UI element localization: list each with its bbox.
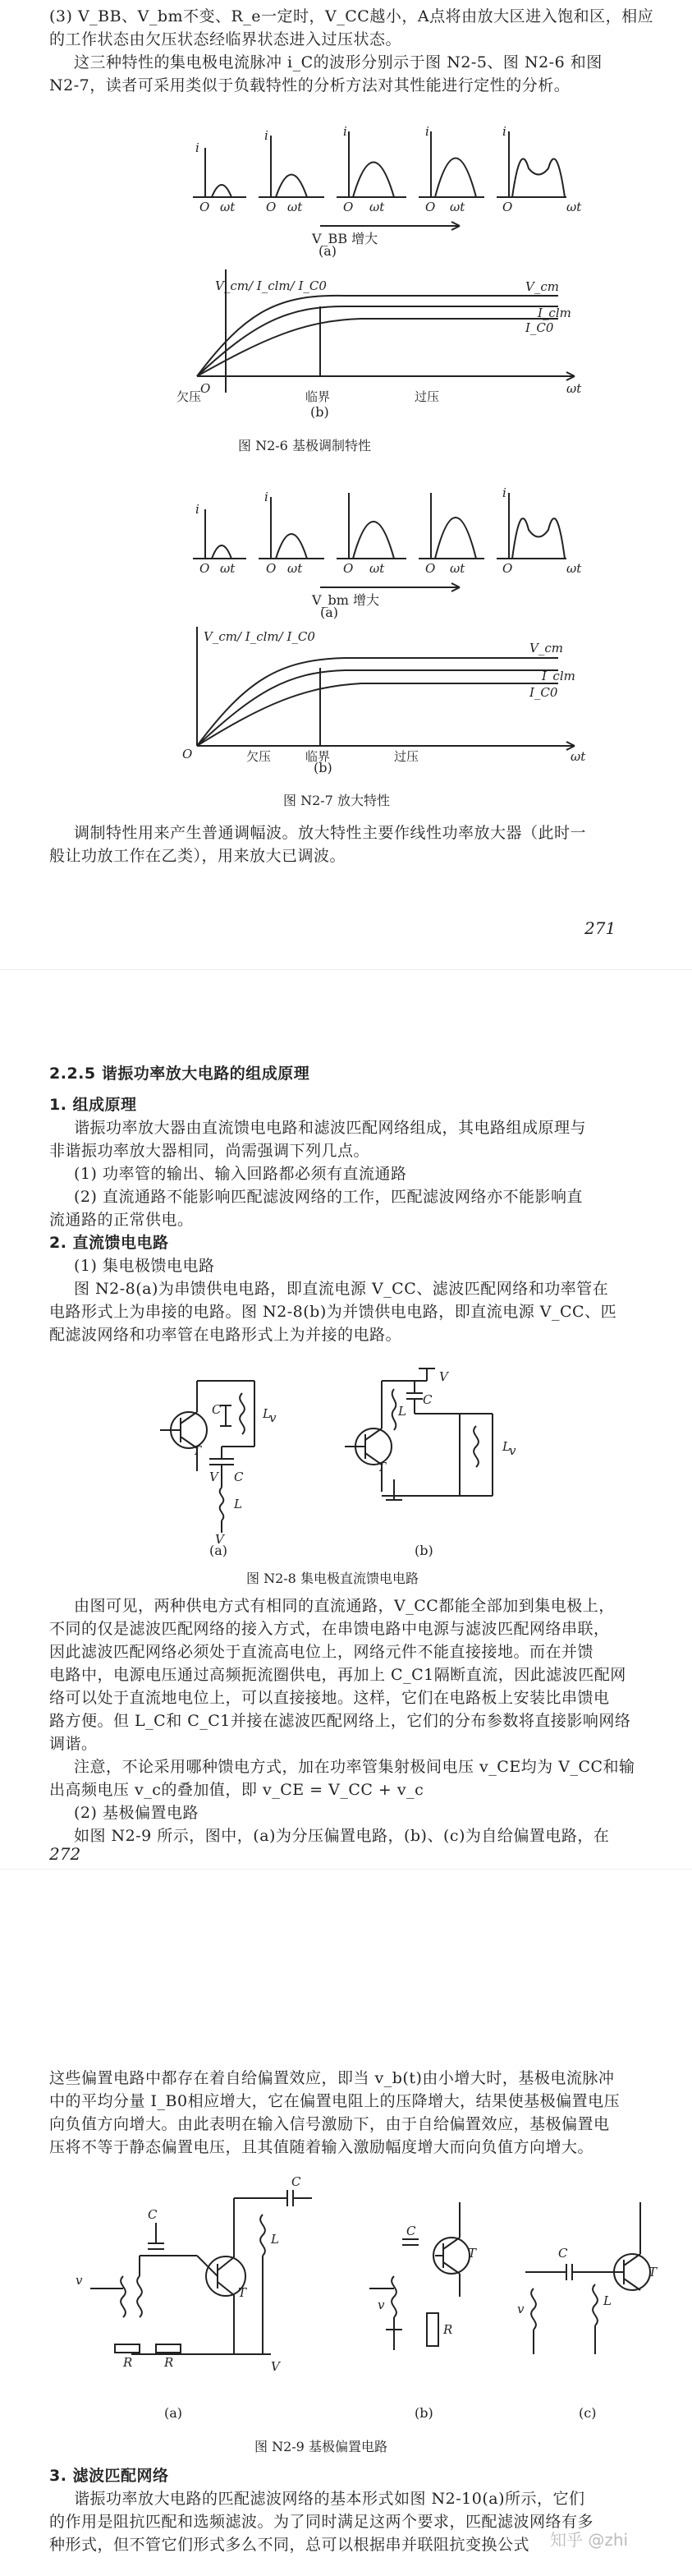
- svg-text:O: O: [266, 200, 277, 214]
- svg-text:ωt: ωt: [566, 200, 582, 214]
- fig7b-sublabel: (b): [314, 760, 332, 775]
- svg-text:ωt: ωt: [571, 749, 586, 764]
- svg-text:ωt: ωt: [287, 561, 303, 576]
- svg-text:O: O: [199, 561, 210, 576]
- fig6a-sublabel: (a): [319, 243, 337, 259]
- fig-n2-6b-characteristic-curves: [0, 261, 692, 404]
- svg-text:V: V: [271, 2359, 280, 2374]
- fig-n2-6a-pulse-waveforms: [0, 103, 692, 246]
- svg-text:C: C: [423, 1392, 433, 1407]
- sub1-line-2: 非谐振功率放大器相同，尚需强调下列几点。: [49, 1142, 370, 1160]
- p3-line-3: 向负值方向增大。由此表明在输入信号激励下，由于自给偏置效应，基极偏置电: [49, 2115, 610, 2133]
- svg-text:T: T: [238, 2285, 247, 2300]
- fig7b-curve-vcm: V_cm: [529, 641, 563, 656]
- fig6b-region-critical: 临界: [305, 389, 331, 404]
- fig7a-axis-label: V_bm 增大: [312, 592, 380, 608]
- fig7a-sublabel: (a): [320, 605, 339, 620]
- sub1-line-1: 谐振功率放大器由直流馈电电路和滤波匹配网络组成，其电路组成原理与: [74, 1119, 587, 1137]
- p3-line-2: 中的平均分量 I_B0相应增大，它在偏置电阻上的压降增大，结果使基极偏置电压: [49, 2092, 621, 2110]
- p3-line-1: 这些偏置电路中都存在着自给偏置效应，即当 v_b(t)由小增大时，基极电流脉冲: [49, 2069, 615, 2087]
- svg-text:L: L: [603, 2293, 612, 2308]
- fig9-sublabel-a: (a): [164, 2405, 183, 2421]
- sub1-item-2-line-2: 流通路的正常供电。: [49, 1211, 194, 1229]
- sub3-line-3: 种形式，但不管它们形式多么不同，总可以根据串并联阻抗变换公式: [49, 2536, 530, 2554]
- para-line-5: 络可以处于直流地电位上，可以直接接地。这样，它们在电路板上安装比串馈电: [49, 1689, 610, 1707]
- fig8-caption: 图 N2-8 集电极直流馈电电路: [246, 1571, 419, 1586]
- svg-text:T: T: [648, 2265, 658, 2279]
- fig6b-region-undervoltage: 欠压: [176, 389, 202, 404]
- page-273: [0, 1869, 692, 2576]
- svg-text:i: i: [502, 485, 506, 500]
- sub1-title: 1. 组成原理: [49, 1096, 137, 1114]
- svg-text:O: O: [199, 200, 210, 214]
- svg-text:O: O: [425, 200, 436, 214]
- section-2-2-5-title: 2.2.5 谐振功率放大电路的组成原理: [49, 1065, 310, 1083]
- svg-text:v: v: [378, 2298, 385, 2312]
- svg-text:O: O: [266, 561, 277, 576]
- svg-text:ωt: ωt: [566, 561, 582, 576]
- sub3-line-1: 谐振功率放大电路的匹配滤波网络的基本形式如图 N2-10(a)所示，它们: [74, 2490, 585, 2508]
- fig6b-sublabel: (b): [310, 404, 329, 420]
- svg-text:ωt: ωt: [369, 561, 385, 576]
- fig7b-ylabel: V_cm/ I_clm/ I_C0: [204, 629, 315, 644]
- svg-text:i: i: [502, 124, 506, 139]
- sub1-item-1: (1) 功率管的输出、输入回路都必须有直流通路: [74, 1165, 407, 1183]
- svg-text:L: L: [234, 1497, 242, 1511]
- page-271: [0, 0, 692, 969]
- para-line-4: 电路中，电源电压通过高频扼流圈供电，再加上 C_C1隔断直流，因此滤波匹配网: [49, 1666, 626, 1684]
- svg-text:T: T: [378, 1460, 387, 1474]
- svg-text:ωt: ωt: [220, 200, 236, 214]
- fig8-sublabel-a: (a): [209, 1543, 228, 1558]
- fig6b-ylabel: V_cm/ I_clm/ I_C0: [215, 278, 327, 293]
- fig8-sublabel-b: (b): [415, 1543, 433, 1558]
- svg-text:T: T: [468, 2246, 477, 2261]
- svg-text:L: L: [271, 2232, 279, 2247]
- note-line-2: 出高频电压 v_c的叠加值，即 v_CE = V_CC + v_c: [49, 1781, 424, 1799]
- svg-text:L: L: [398, 1404, 406, 1419]
- fig7b-region-overvoltage: 过压: [394, 749, 419, 764]
- fig6a-axis-label: V_BB 增大: [312, 231, 378, 246]
- svg-text:O: O: [343, 561, 354, 576]
- page-number-272: 272: [49, 1844, 81, 1864]
- para-line-1: 由图可见，两种供电方式有相同的直流通路，V_CC都能全部加到集电极上，: [74, 1597, 615, 1615]
- sub2-item-2: (2) 基极偏置电路: [74, 1804, 199, 1822]
- para-line-7: 调谐。: [49, 1735, 98, 1753]
- sub2-title: 2. 直流馈电电路: [49, 1234, 169, 1252]
- fig-n2-8-feed-circuits: [0, 1356, 692, 1545]
- sub2-line-2: 电路形式上为串接的电路。图 N2-8(b)为并馈供电电路，即直流电源 V_CC、匹: [49, 1303, 617, 1321]
- svg-text:C: C: [234, 1470, 244, 1484]
- svg-text:i: i: [264, 490, 268, 504]
- sub3-line-2: 的作用是阻抗匹配和选频滤波。为了同时满足这两个要求，匹配滤波网络有多: [49, 2513, 594, 2531]
- sub2-line-4: 如图 N2-9 所示，图中，(a)为分压偏置电路，(b)、(c)为自给偏置电路，在: [74, 1827, 610, 1845]
- fig6b-curve-ic0: I_C0: [525, 320, 554, 335]
- fig9-caption: 图 N2-9 基极偏置电路: [254, 2439, 387, 2454]
- svg-text:V: V: [209, 1470, 218, 1484]
- svg-text:v: v: [509, 1443, 516, 1458]
- fig7-caption: 图 N2-7 放大特性: [283, 793, 390, 808]
- svg-text:V: V: [439, 1369, 448, 1384]
- svg-text:v: v: [517, 2302, 525, 2316]
- fig9-sublabel-c: (c): [579, 2405, 597, 2421]
- svg-text:R: R: [164, 2355, 174, 2370]
- svg-text:ωt: ωt: [566, 381, 582, 396]
- svg-text:R: R: [123, 2355, 133, 2370]
- fig7b-region-undervoltage: 欠压: [246, 749, 272, 764]
- svg-text:i: i: [195, 140, 199, 155]
- svg-text:i: i: [264, 128, 268, 143]
- svg-text:ωt: ωt: [287, 200, 303, 214]
- fig-n2-7a-pulse-waveforms: [0, 468, 692, 600]
- para-line-3: 因此滤波匹配网络必须处于直流高电位上，网络元件不能直接接地。而在并馈: [49, 1643, 594, 1661]
- p1-paragraph-3-line-1: 调制特性用来产生普通调幅波。放大特性主要作线性功率放大器（此时一: [74, 824, 587, 842]
- fig7b-curve-iclm: I_clm: [542, 669, 575, 683]
- svg-text:i: i: [195, 502, 199, 517]
- fig7b-region-critical: 临界: [305, 749, 331, 764]
- sub3-title: 3. 滤波匹配网络: [49, 2467, 169, 2485]
- svg-text:O: O: [182, 747, 193, 761]
- svg-text:i: i: [343, 124, 347, 139]
- svg-text:C: C: [406, 2224, 416, 2238]
- sub2-item-1: (1) 集电极馈电电路: [74, 1257, 215, 1275]
- svg-text:L: L: [502, 1439, 511, 1454]
- svg-text:O: O: [343, 200, 354, 214]
- fig7b-curve-ic0: I_C0: [529, 685, 558, 700]
- svg-text:i: i: [425, 124, 429, 139]
- fig6b-region-overvoltage: 过压: [415, 389, 440, 404]
- p1-paragraph-1-line-1: (3) V_BB、V_bm不变、R_e一定时，V_CC越小，A点将由放大区进入饱和区，相应: [49, 7, 654, 25]
- svg-text:V: V: [215, 1532, 224, 1547]
- fig9-sublabel-b: (b): [415, 2405, 433, 2421]
- svg-text:O: O: [502, 200, 513, 214]
- fig-n2-7b-characteristic-curves: [0, 623, 692, 764]
- sub2-line-3: 配滤波网络和功率管在电路形式上为并接的电路。: [49, 1326, 402, 1344]
- svg-text:T: T: [193, 1443, 202, 1458]
- svg-text:O: O: [200, 381, 211, 396]
- svg-text:C: C: [558, 2246, 568, 2261]
- svg-text:C: C: [291, 2174, 301, 2189]
- page-272: [0, 969, 692, 1870]
- svg-text:R: R: [443, 2322, 453, 2337]
- svg-text:L: L: [263, 1406, 271, 1421]
- para-line-2: 不同的仅是滤波匹配网络的接入方式，在串馈电路中电源与滤波匹配网络串联，: [49, 1620, 610, 1638]
- svg-text:C: C: [148, 2207, 158, 2222]
- svg-text:ωt: ωt: [220, 561, 236, 576]
- p1-paragraph-3-line-2: 般让功放工作在乙类），用来放大已调波。: [49, 847, 346, 865]
- svg-text:O: O: [425, 561, 436, 576]
- watermark: 知乎 @zhi: [550, 2530, 629, 2550]
- fig-n2-9-bias-circuits: [0, 2165, 692, 2404]
- p1-paragraph-1-line-2: 的工作状态由欠压状态经临界状态进入过压状态。: [49, 30, 402, 48]
- svg-text:ωt: ωt: [369, 200, 385, 214]
- para-line-6: 路方便。但 L_C和 C_C1并接在滤波匹配网络上，它们的分布参数将直接影响网络: [49, 1712, 631, 1730]
- svg-text:ωt: ωt: [450, 200, 465, 214]
- svg-text:O: O: [502, 561, 513, 576]
- page-number-271: 271: [584, 918, 616, 938]
- note-line-1: 注意，不论采用哪种馈电方式，加在功率管集射极间电压 v_CE均为 V_CC和输: [74, 1758, 635, 1776]
- svg-text:C: C: [212, 1402, 222, 1417]
- sub1-item-2-line-1: (2) 直流通路不能影响匹配滤波网络的工作，匹配滤波网络亦不能影响直: [74, 1188, 583, 1206]
- fig6-caption: 图 N2-6 基极调制特性: [238, 438, 371, 453]
- sub2-line-1: 图 N2-8(a)为串馈供电电路，即直流电源 V_CC、滤波匹配网络和功率管在: [74, 1280, 609, 1298]
- svg-text:v: v: [269, 1410, 277, 1425]
- p3-line-4: 压将不等于静态偏置电压，且其值随着输入激励幅度增大而向负值方向增大。: [49, 2138, 594, 2156]
- svg-text:v: v: [76, 2273, 83, 2288]
- fig6b-curve-iclm: I_clm: [538, 306, 571, 320]
- p1-paragraph-2-line-1: 这三种特性的集电极电流脉冲 i_C的波形分别示于图 N2-5、图 N2-6 和图: [74, 53, 603, 71]
- svg-text:ωt: ωt: [450, 561, 465, 576]
- fig6b-curve-vcm: V_cm: [525, 279, 559, 294]
- p1-paragraph-2-line-2: N2-7，读者可采用类似于负载特性的分析方法对其性能进行定性的分析。: [49, 76, 571, 94]
